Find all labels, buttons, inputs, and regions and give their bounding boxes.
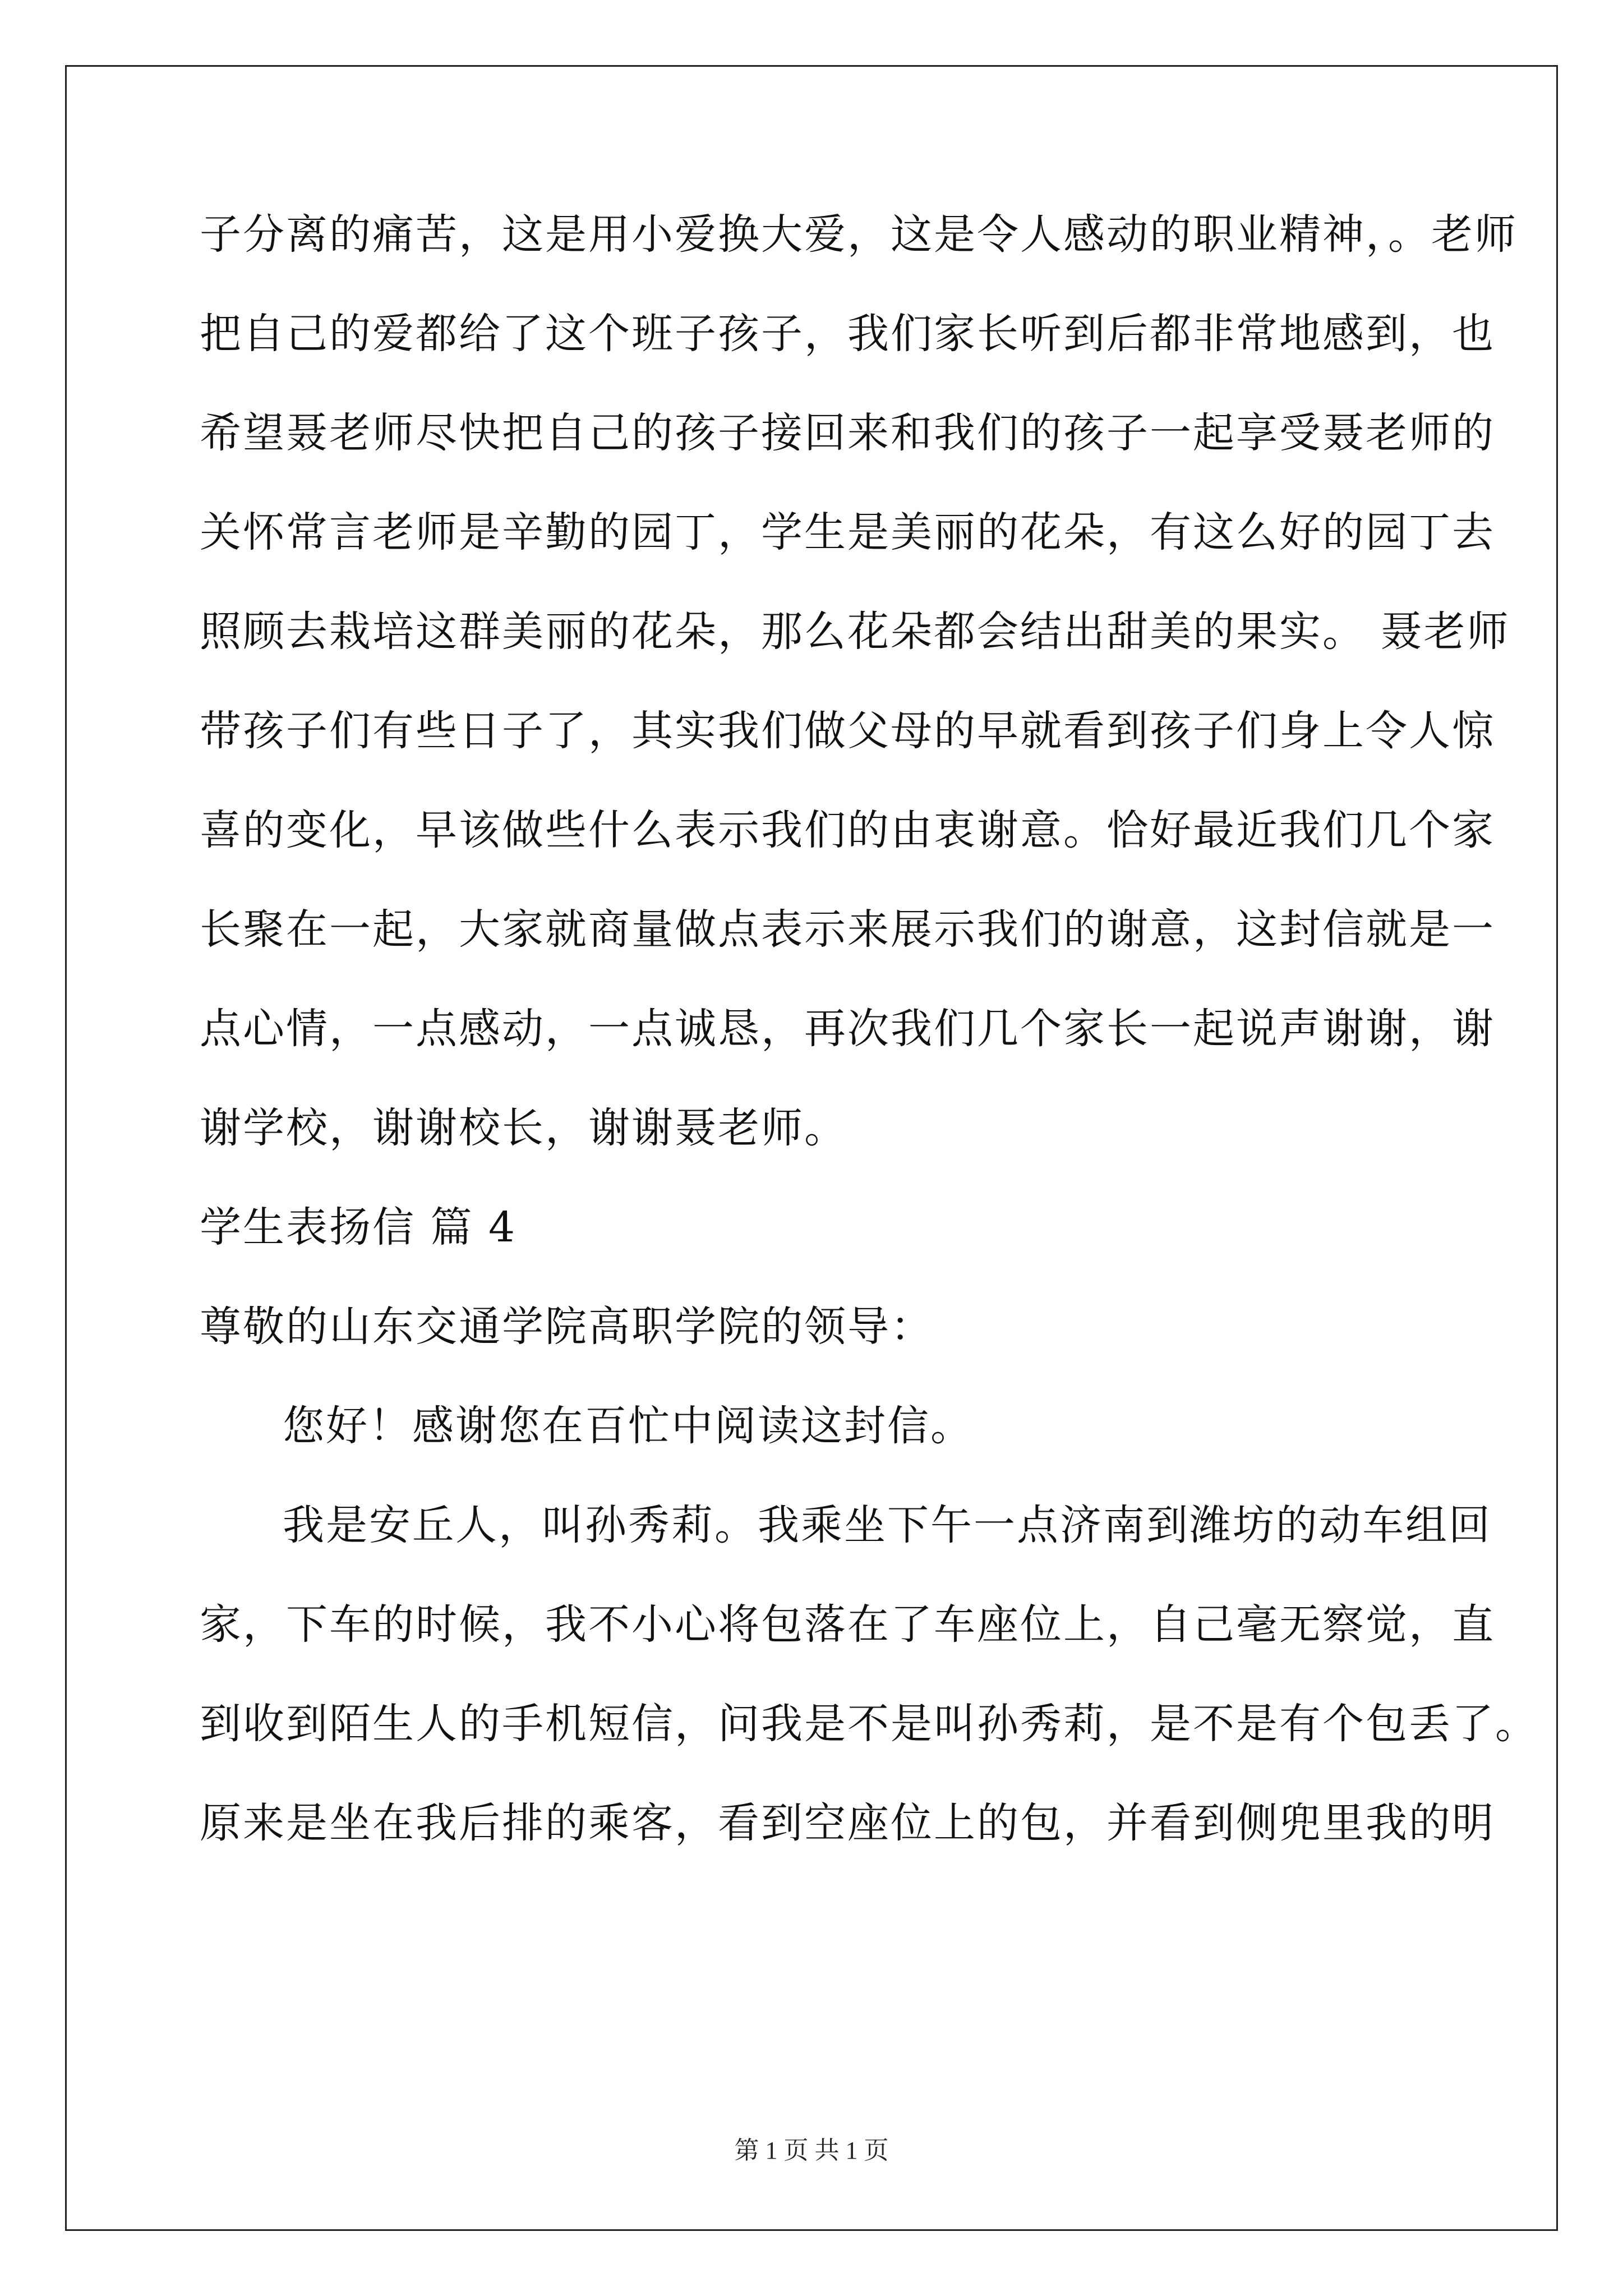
greeting-line: 您好！感谢您在百忙中阅读这封信。 — [283, 1402, 974, 1450]
body-line: 喜的变化，早该做些什么表示我们的由衷谢意。恰好最近我们几个家 — [200, 806, 1495, 854]
body-line: 希望聂老师尽快把自己的孩子接回来和我们的孩子一起享受聂老师的 — [200, 409, 1495, 457]
body-line: 点心情，一点感动，一点诚恳，再次我们几个家长一起说声谢谢，谢 — [200, 1005, 1495, 1053]
body-line: 谢学校，谢谢校长，谢谢聂老师。 — [200, 1104, 847, 1152]
body-line: 到收到陌生人的手机短信，问我是不是叫孙秀莉，是不是有个包丢了。 — [200, 1700, 1538, 1748]
body-line: 原来是坐在我后排的乘客，看到空座位上的包，并看到侧兜里我的明 — [200, 1799, 1495, 1847]
body-line: 子分离的痛苦，这是用小爱换大爱，这是令人感动的职业精神，。老师 — [200, 210, 1518, 259]
body-line: 照顾去栽培这群美丽的花朵，那么花朵都会结出甜美的果实。 聂老师 — [200, 608, 1510, 656]
body-line: 我是安丘人，叫孙秀莉。我乘坐下午一点济南到潍坊的动车组回 — [283, 1501, 1492, 1549]
body-line: 长聚在一起，大家就商量做点表示来展示我们的谢意，这封信就是一 — [200, 905, 1495, 954]
body-line: 家，下车的时候，我不小心将包落在了车座位上，自己毫无察觉，直 — [200, 1600, 1495, 1649]
body-line: 带孩子们有些日子了，其实我们做父母的早就看到孩子们身上令人惊 — [200, 707, 1495, 755]
section-heading: 学生表扬信 篇 4 — [200, 1203, 517, 1251]
page-footer: 第 1 页 共 1 页 — [734, 2137, 889, 2164]
salutation: 尊敬的山东交通学院高职学院的领导： — [200, 1303, 934, 1351]
body-line: 关怀常言老师是辛勤的园丁，学生是美丽的花朵，有这么好的园丁去 — [200, 508, 1495, 556]
body-line: 把自己的爱都给了这个班子孩子，我们家长听到后都非常地感到，也 — [200, 310, 1495, 358]
